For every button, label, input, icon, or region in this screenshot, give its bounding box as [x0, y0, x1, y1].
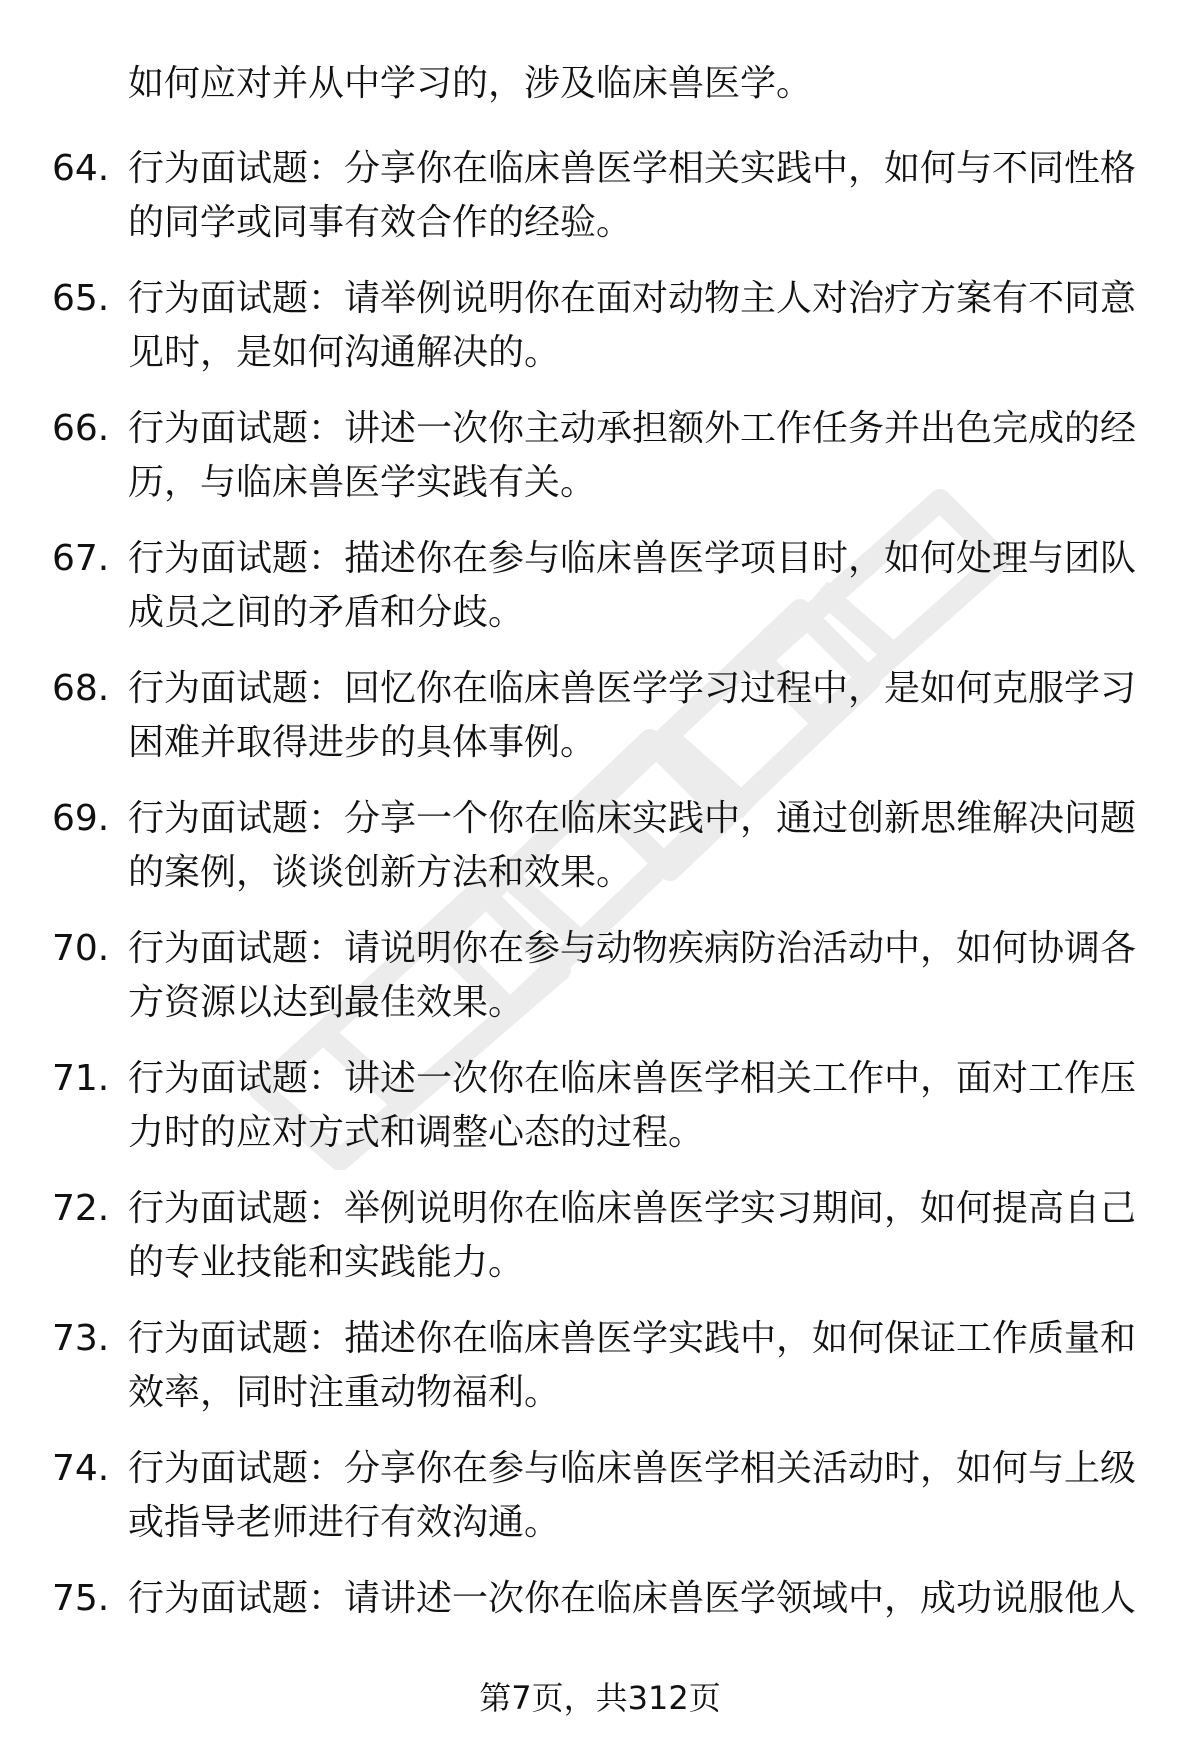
item-text: [128, 662, 1138, 770]
item-line: 行为面试题：描述你在临床兽医学实践中，如何保证工作质量和: [128, 1318, 1137, 1359]
item-line: 行为面试题：请举例说明你在面对动物主人对治疗方案有不同意: [128, 278, 1137, 319]
list-item: [0, 272, 1200, 380]
item-number: 72.: [52, 1188, 110, 1229]
item-text: [128, 1442, 1138, 1550]
list-item: [0, 1442, 1200, 1550]
item-text: [128, 402, 1138, 510]
item-line: 行为面试题：分享你在参与临床兽医学相关活动时，如何与上级: [128, 1448, 1137, 1489]
item-number: 70.: [52, 928, 110, 969]
item-line: 见时，是如何沟通解决的。: [128, 332, 561, 373]
item-number: 69.: [52, 798, 110, 839]
item-text: [128, 1572, 1138, 1626]
item-line: 行为面试题：举例说明你在临床兽医学实习期间，如何提高自己: [128, 1188, 1137, 1229]
item-line: 行为面试题：讲述一次你主动承担额外工作任务并出色完成的经: [128, 408, 1137, 449]
list-item: [0, 142, 1200, 250]
page-footer: 第7页，共312页: [479, 1679, 721, 1717]
list-item: [0, 1052, 1200, 1160]
question-list: [0, 142, 1200, 1648]
item-text: [128, 532, 1138, 640]
list-item: [0, 402, 1200, 510]
item-number: 73.: [52, 1318, 110, 1359]
list-item: [0, 1312, 1200, 1420]
item-line: 效率，同时注重动物福利。: [128, 1372, 561, 1413]
list-item: [0, 792, 1200, 900]
item-line: 的专业技能和实践能力。: [128, 1242, 525, 1283]
item-number: 71.: [52, 1058, 110, 1099]
item-line: 成员之间的矛盾和分歧。: [128, 592, 525, 633]
item-number: 64.: [52, 148, 110, 189]
item-text: [128, 1312, 1138, 1420]
item-line: 力时的应对方式和调整心态的过程。: [128, 1112, 705, 1153]
list-item: [0, 922, 1200, 1030]
item-line: 的同学或同事有效合作的经验。: [128, 202, 633, 243]
item-text: [128, 1052, 1138, 1160]
item-text: [128, 792, 1138, 900]
item-line: 困难并取得进步的具体事例。: [128, 722, 597, 763]
item-number: 65.: [52, 278, 110, 319]
item-number: 66.: [52, 408, 110, 449]
item-text: [128, 272, 1138, 380]
item-line: 行为面试题：分享你在临床兽医学相关实践中，如何与不同性格: [128, 148, 1137, 189]
item-line: 行为面试题：讲述一次你在临床兽医学相关工作中，面对工作压: [128, 1058, 1137, 1099]
item-number: 67.: [52, 538, 110, 579]
list-item: [0, 1182, 1200, 1290]
list-item: [0, 532, 1200, 640]
list-item: [0, 1572, 1200, 1626]
item-number: 75.: [52, 1578, 110, 1619]
item-line: 行为面试题：请讲述一次你在临床兽医学领域中，成功说服他人: [128, 1578, 1137, 1619]
item-line: 行为面试题：分享一个你在临床实践中，通过创新思维解决问题: [128, 798, 1137, 839]
item-text: [128, 1182, 1138, 1290]
item-line: 行为面试题：回忆你在临床兽医学学习过程中，是如何克服学习: [128, 668, 1137, 709]
item-number: 74.: [52, 1448, 110, 1489]
item-line: 方资源以达到最佳效果。: [128, 982, 525, 1023]
item-line: 的案例，谈谈创新方法和效果。: [128, 852, 633, 893]
item-line: 或指导老师进行有效沟通。: [128, 1502, 561, 1543]
item-line: 行为面试题：描述你在参与临床兽医学项目时，如何处理与团队: [128, 538, 1137, 579]
item-text: [128, 142, 1138, 250]
item-text: [128, 922, 1138, 1030]
continuation-text: 如何应对并从中学习的，涉及临床兽医学。: [128, 63, 813, 104]
item-line: 行为面试题：请说明你在参与动物疾病防治活动中，如何协调各: [128, 928, 1137, 969]
item-number: 68.: [52, 668, 110, 709]
item-line: 历，与临床兽医学实践有关。: [128, 462, 597, 503]
list-item: [0, 662, 1200, 770]
